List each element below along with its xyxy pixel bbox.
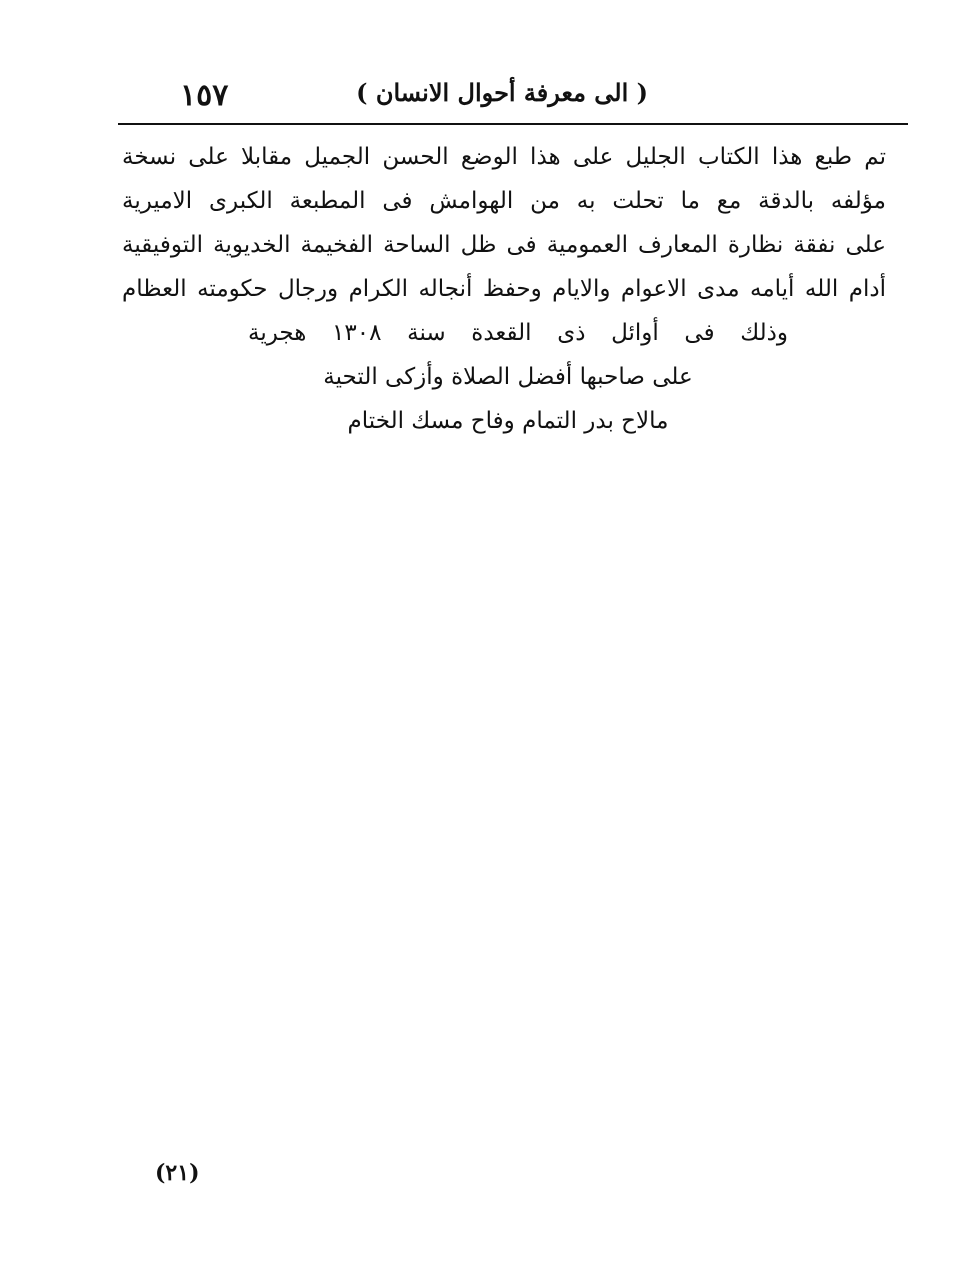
colophon-line: على نفقة نظارة المعارف العمومية فى ظل الساحة الفخيمة الخديوية التوفيقية — [122, 232, 886, 258]
page-header — [118, 70, 908, 120]
header-rule — [118, 123, 908, 125]
running-title: ( الى معرفة أحوال الانسان ) — [356, 78, 648, 107]
colophon-line: وذلك فى أوائل ذى القعدة سنة ١٣٠٨ هجرية — [248, 320, 788, 346]
signature-mark: (٢١) — [155, 1160, 200, 1186]
colophon-line: مالاح بدر التمام وفاح مسك الختام — [347, 408, 669, 434]
colophon-line: مؤلفه بالدقة مع ما تحلت به من الهوامش فى المطبعة الكبرى الاميرية — [122, 188, 886, 214]
colophon — [118, 135, 898, 443]
colophon-line: أدام الله أيامه مدى الاعوام والايام وحفظ أنجاله الكرام ورجال حكومته العظام — [122, 276, 886, 302]
colophon-line: على صاحبها أفضل الصلاة وأزكى التحية — [323, 364, 693, 390]
colophon-line: تم طبع هذا الكتاب الجليل على هذا الوضع الحسن الجميل مقابلا على نسخة — [122, 144, 886, 170]
page-number: ١٥٧ — [180, 78, 229, 113]
